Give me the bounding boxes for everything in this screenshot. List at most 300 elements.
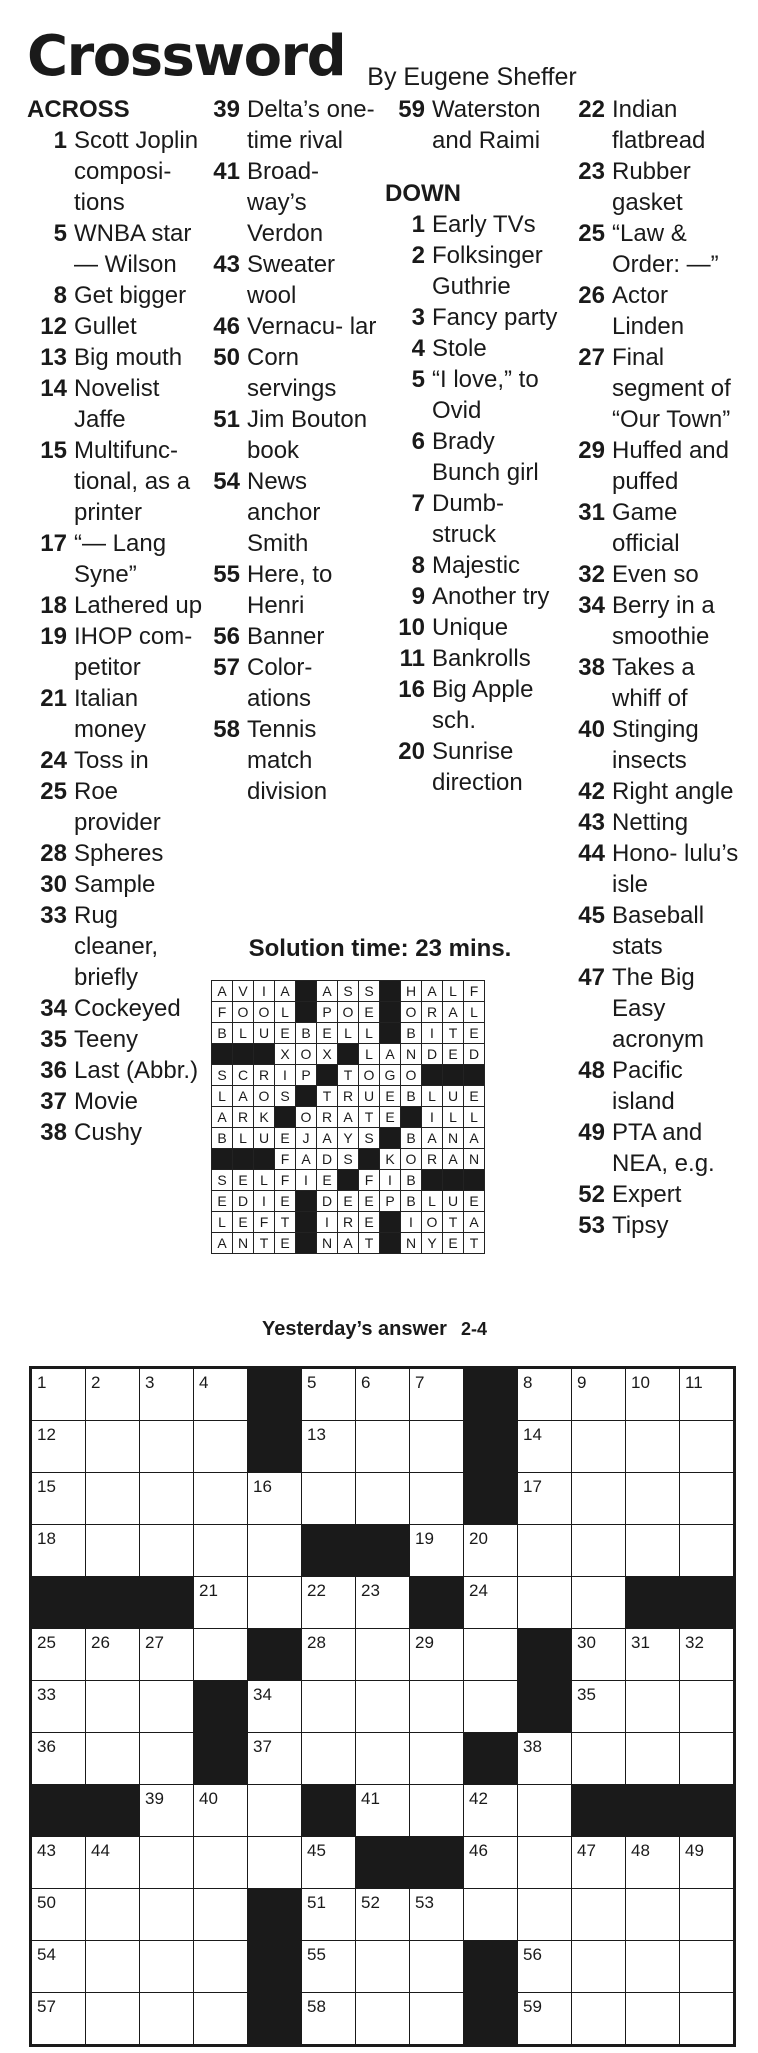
grid-cell[interactable] [356,1889,410,1941]
grid-cell[interactable] [194,1785,248,1837]
answer-row [212,1086,485,1107]
answer-row [212,1044,485,1065]
grid-cell[interactable] [302,1629,356,1681]
grid-cell[interactable] [680,1837,735,1889]
grid-cell[interactable] [302,1941,356,1993]
answer-black-square [380,1002,401,1023]
grid-cell[interactable] [680,1733,735,1785]
answer-letter: L [275,1002,296,1023]
answer-row [212,1149,485,1170]
grid-cell[interactable] [626,1733,680,1785]
answer-letter: R [317,1107,338,1128]
clue [27,342,207,373]
answer-letter: N [401,1233,422,1254]
grid-cell[interactable] [464,1681,518,1733]
grid-cell[interactable] [410,1993,464,2046]
grid-cell[interactable] [194,1525,248,1577]
answer-letter: R [422,1149,443,1170]
grid-cell[interactable] [626,1941,680,1993]
grid-cell[interactable] [31,1629,86,1681]
clue [27,900,207,993]
grid-cell[interactable] [302,1368,356,1421]
grid-cell[interactable] [518,1733,572,1785]
grid-cell[interactable] [194,1993,248,2046]
grid-cell[interactable] [626,1368,680,1421]
grid-cell[interactable] [572,1993,626,2046]
answer-letter: L [443,981,464,1002]
clue [200,94,380,156]
black-square [464,1421,518,1473]
grid-cell[interactable] [626,1837,680,1889]
clue [27,218,207,280]
clue-text: Movie [74,1088,139,1115]
grid-cell[interactable] [86,1629,140,1681]
clue-number: 36 [40,1057,67,1084]
answer-black-square [317,1065,338,1086]
clue-text: Color- ations [247,654,313,712]
grid-cell[interactable] [626,1889,680,1941]
clue-text: IHOP com- petitor [74,623,193,681]
clue [27,311,207,342]
solution-time: Solution time: 23 mins. [248,935,512,962]
clue [27,683,207,745]
answer-black-square [464,1065,485,1086]
grid-cell[interactable] [31,1993,86,2046]
grid-cell[interactable] [572,1733,626,1785]
answer-black-square [212,1044,233,1065]
grid-cell[interactable] [86,1421,140,1473]
answer-letter: P [296,1065,317,1086]
clue [565,218,745,280]
clue-number: 7 [411,490,425,517]
grid-cell[interactable] [626,1421,680,1473]
grid-cell[interactable] [140,1993,194,2046]
clue-column-3 [385,94,565,798]
grid-cell[interactable] [626,1473,680,1525]
grid-cell[interactable] [86,1681,140,1733]
clue-number: 3 [411,304,425,331]
grid-cell[interactable] [410,1473,464,1525]
grid-cell[interactable] [410,1525,464,1577]
grid-cell[interactable] [410,1681,464,1733]
clue-text: Expert [612,1181,682,1208]
clue-text: Lathered up [74,592,203,619]
clue-number: 46 [213,313,240,340]
grid-cell[interactable] [410,1629,464,1681]
answer-letter: A [275,981,296,1002]
grid-cell[interactable] [194,1941,248,1993]
grid-cell[interactable] [464,1837,518,1889]
grid-cell[interactable] [140,1941,194,1993]
grid-cell[interactable] [356,1681,410,1733]
grid-row [31,1889,735,1941]
grid-row [31,1993,735,2046]
grid-cell[interactable] [518,1577,572,1629]
clue-number: 53 [578,1212,605,1239]
grid-cell[interactable] [626,1629,680,1681]
clue-number: 22 [578,96,605,123]
clue-number: 55 [213,561,240,588]
grid-cell[interactable] [680,1525,735,1577]
answer-letter: O [233,1002,254,1023]
black-square [248,1889,302,1941]
answer-letter: S [338,981,359,1002]
clue [565,1210,745,1241]
clue-number: 40 [578,716,605,743]
grid-cell[interactable] [302,1837,356,1889]
clue-text: News anchor Smith [247,468,321,557]
grid-cell[interactable] [518,1837,572,1889]
grid-cell[interactable] [518,1368,572,1421]
answer-letter: T [338,1065,359,1086]
answer-letter: I [422,1023,443,1044]
clue-text: Rubber gasket [612,158,691,216]
grid-cell[interactable] [518,1889,572,1941]
answer-black-square [254,1044,275,1065]
grid-cell[interactable] [248,1837,302,1889]
answer-letter: D [233,1191,254,1212]
clue-text: Hono- lulu’s isle [612,840,739,898]
grid-cell[interactable] [410,1785,464,1837]
answer-black-square [422,1065,443,1086]
clue [200,156,380,249]
answer-letter: A [422,981,443,1002]
grid-cell[interactable] [194,1368,248,1421]
grid-cell[interactable] [356,1473,410,1525]
answer-black-square [233,1044,254,1065]
grid-cell[interactable] [248,1681,302,1733]
clue-number: 24 [40,747,67,774]
grid-cell[interactable] [572,1681,626,1733]
cell-number: 32 [685,1633,704,1652]
black-square [518,1681,572,1733]
clue-number: 58 [213,716,240,743]
answer-black-square [296,1002,317,1023]
answer-letter: O [401,1065,422,1086]
grid-cell[interactable] [680,1681,735,1733]
grid-cell[interactable] [194,1629,248,1681]
answer-letter: L [422,1086,443,1107]
grid-cell[interactable] [31,1681,86,1733]
answer-letter: E [359,1212,380,1233]
clue-number: 8 [411,552,425,579]
grid-cell[interactable] [356,1993,410,2046]
grid-cell[interactable] [140,1889,194,1941]
grid-cell[interactable] [140,1421,194,1473]
cell-number: 35 [577,1685,596,1704]
cell-number: 47 [577,1841,596,1860]
grid-cell[interactable] [302,1993,356,2046]
grid-cell[interactable] [572,1525,626,1577]
grid-cell[interactable] [194,1577,248,1629]
answer-black-square [380,981,401,1002]
clue-number: 41 [213,158,240,185]
clue [565,900,745,962]
grid-cell[interactable] [572,1368,626,1421]
grid-cell[interactable] [572,1837,626,1889]
answer-letter: L [359,1044,380,1065]
grid-cell[interactable] [356,1941,410,1993]
clue [385,302,565,333]
grid-row [31,1941,735,1993]
clue [27,373,207,435]
grid-cell[interactable] [31,1889,86,1941]
grid-cell[interactable] [356,1733,410,1785]
grid-cell[interactable] [86,1837,140,1889]
grid-cell[interactable] [572,1577,626,1629]
answer-letter: N [464,1149,485,1170]
black-square [680,1577,735,1629]
grid-cell[interactable] [302,1421,356,1473]
clue-number: 21 [40,685,67,712]
grid-cell[interactable] [248,1785,302,1837]
grid-cell[interactable] [572,1473,626,1525]
clue-text: Sample [74,871,156,898]
answer-row [212,1170,485,1191]
grid-cell[interactable] [464,1785,518,1837]
clue-number: 56 [213,623,240,650]
grid-cell[interactable] [356,1368,410,1421]
grid-cell[interactable] [194,1889,248,1941]
answer-letter: T [443,1023,464,1044]
answer-letter: L [443,1107,464,1128]
grid-cell[interactable] [31,1473,86,1525]
answer-letter: E [317,1170,338,1191]
cell-number: 45 [307,1841,326,1860]
grid-cell[interactable] [626,1681,680,1733]
grid-cell[interactable] [302,1577,356,1629]
grid-cell[interactable] [194,1473,248,1525]
answer-letter: A [212,1107,233,1128]
answer-letter: A [338,1107,359,1128]
grid-cell[interactable] [31,1733,86,1785]
answer-black-square [296,1233,317,1254]
answer-letter: S [212,1170,233,1191]
answer-letter: B [401,1170,422,1191]
grid-cell[interactable] [248,1577,302,1629]
grid-cell[interactable] [680,1889,735,1941]
clue-text: Baseball stats [612,902,705,960]
grid-cell[interactable] [86,1473,140,1525]
clue [565,497,745,559]
grid-cell[interactable] [86,1993,140,2046]
answer-letter: T [254,1233,275,1254]
grid-cell[interactable] [140,1785,194,1837]
answer-row [212,1191,485,1212]
grid-cell[interactable] [464,1525,518,1577]
grid-cell[interactable] [518,1785,572,1837]
grid-cell[interactable] [518,1525,572,1577]
clue-text: “I love,” to Ovid [432,366,539,424]
grid-cell[interactable] [626,1993,680,2046]
answer-letter: F [254,1212,275,1233]
grid-cell[interactable] [356,1629,410,1681]
clue [565,652,745,714]
grid-cell[interactable] [140,1368,194,1421]
clue-text: Stole [432,335,487,362]
grid-cell[interactable] [302,1733,356,1785]
clue-number: 43 [213,251,240,278]
clue-text: Multifunc- tional, as a printer [74,437,191,526]
clue-text: Majestic [432,552,521,579]
grid-cell[interactable] [86,1889,140,1941]
byline: By Eugene Sheffer [367,63,577,91]
answer-row [212,1023,485,1044]
clue-number: 6 [411,428,425,455]
grid-cell[interactable] [572,1941,626,1993]
grid-cell[interactable] [140,1733,194,1785]
cell-number: 50 [37,1893,56,1912]
grid-cell[interactable] [680,1368,735,1421]
yesterday-answer-grid [211,980,485,1254]
clue-number: 42 [578,778,605,805]
grid-cell[interactable] [680,1941,735,1993]
clue-number: 25 [40,778,67,805]
clue-number: 23 [578,158,605,185]
grid-cell[interactable] [680,1629,735,1681]
clue-number: 38 [578,654,605,681]
answer-letter: E [275,1023,296,1044]
clue-number: 28 [40,840,67,867]
answer-letter: E [275,1191,296,1212]
grid-cell[interactable] [140,1629,194,1681]
grid-cell[interactable] [31,1368,86,1421]
answer-black-square [401,1107,422,1128]
clue [385,94,565,156]
grid-cell[interactable] [680,1993,735,2046]
answer-letter: L [338,1023,359,1044]
answer-letter: E [275,1233,296,1254]
cell-number: 52 [361,1893,380,1912]
grid-cell[interactable] [248,1473,302,1525]
answer-letter: O [254,1002,275,1023]
clue [27,1086,207,1117]
grid-cell[interactable] [140,1681,194,1733]
grid-cell[interactable] [248,1733,302,1785]
grid-cell[interactable] [410,1733,464,1785]
answer-letter: R [422,1002,443,1023]
answer-letter: D [317,1191,338,1212]
answer-letter: H [401,981,422,1002]
grid-cell[interactable] [140,1473,194,1525]
answer-letter: L [422,1191,443,1212]
grid-cell[interactable] [194,1421,248,1473]
cell-number: 3 [145,1373,155,1392]
answer-letter: E [464,1023,485,1044]
answer-letter: E [443,1233,464,1254]
grid-cell[interactable] [518,1993,572,2046]
cell-number: 56 [523,1945,542,1964]
grid-cell[interactable] [572,1421,626,1473]
answer-black-square [380,1233,401,1254]
answer-letter: D [464,1044,485,1065]
clue [385,581,565,612]
clue [27,435,207,528]
answer-letter: E [359,1002,380,1023]
clue-number: 44 [578,840,605,867]
clue [27,776,207,838]
clue-number: 54 [213,468,240,495]
grid-cell[interactable] [410,1368,464,1421]
grid-cell[interactable] [31,1837,86,1889]
cell-number: 17 [523,1477,542,1496]
grid-cell[interactable] [572,1889,626,1941]
answer-row [212,981,485,1002]
grid-cell[interactable] [302,1473,356,1525]
grid-cell[interactable] [140,1525,194,1577]
grid-cell[interactable] [31,1941,86,1993]
clue-number: 18 [40,592,67,619]
grid-cell[interactable] [86,1941,140,1993]
grid-cell[interactable] [410,1889,464,1941]
grid-cell[interactable] [86,1525,140,1577]
cell-number: 58 [307,1997,326,2016]
grid-cell[interactable] [86,1368,140,1421]
black-square [248,1993,302,2046]
grid-cell[interactable] [356,1577,410,1629]
grid-cell[interactable] [464,1577,518,1629]
grid-cell[interactable] [356,1785,410,1837]
clue-number: 15 [40,437,67,464]
grid-cell[interactable] [302,1681,356,1733]
answer-letter: A [233,1086,254,1107]
cell-number: 25 [37,1633,56,1652]
grid-cell[interactable] [464,1629,518,1681]
clue-number: 32 [578,561,605,588]
black-square [194,1681,248,1733]
answer-letter: K [380,1149,401,1170]
grid-cell[interactable] [680,1473,735,1525]
answer-letter: O [254,1086,275,1107]
grid-cell[interactable] [518,1421,572,1473]
grid-cell[interactable] [248,1525,302,1577]
grid-cell[interactable] [518,1473,572,1525]
clue [565,156,745,218]
clue-text: Novelist Jaffe [74,375,160,433]
cell-number: 13 [307,1425,326,1444]
clue-number: 5 [411,366,425,393]
grid-cell[interactable] [572,1629,626,1681]
grid-cell[interactable] [140,1837,194,1889]
answer-letter: E [380,1086,401,1107]
grid-cell[interactable] [464,1889,518,1941]
clue-text: Scott Joplin composi- tions [74,127,199,216]
cell-number: 19 [415,1529,434,1548]
answer-letter: R [338,1212,359,1233]
grid-cell[interactable] [31,1525,86,1577]
grid-cell[interactable] [410,1941,464,1993]
grid-cell[interactable] [31,1421,86,1473]
grid-cell[interactable] [86,1733,140,1785]
grid-cell[interactable] [680,1421,735,1473]
grid-cell[interactable] [302,1889,356,1941]
clue-number: 8 [53,282,67,309]
grid-cell[interactable] [626,1525,680,1577]
clue [385,426,565,488]
clue [200,652,380,714]
grid-cell[interactable] [410,1421,464,1473]
cell-number: 22 [307,1581,326,1600]
clue [200,714,380,807]
grid-cell[interactable] [356,1421,410,1473]
clue [565,776,745,807]
grid-cell[interactable] [194,1837,248,1889]
cell-number: 36 [37,1737,56,1756]
grid-cell[interactable] [518,1941,572,1993]
answer-letter: X [317,1044,338,1065]
clue-number: 26 [578,282,605,309]
answer-row [212,1233,485,1254]
